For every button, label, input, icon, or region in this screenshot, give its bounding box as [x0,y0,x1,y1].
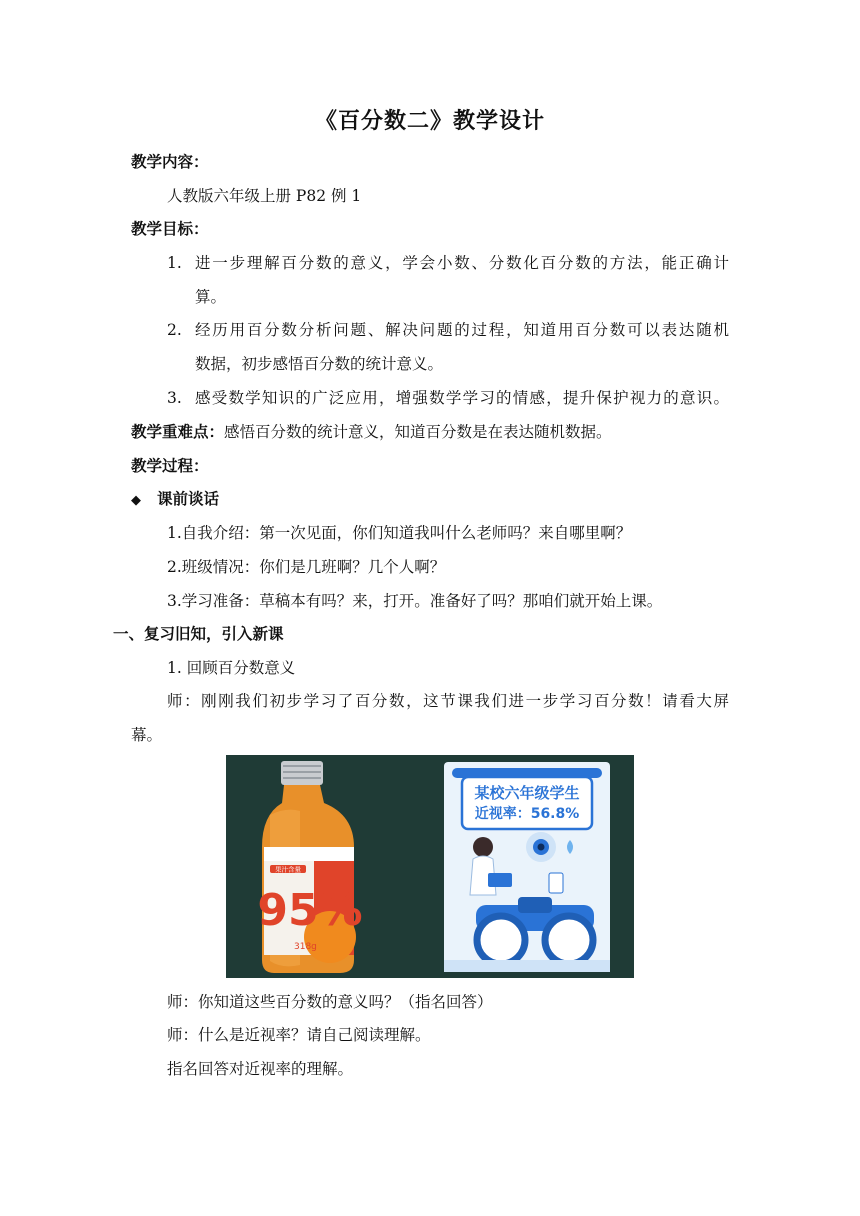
goal-2-number: 2. [167,321,182,339]
review-label: 1. 回顾百分数意义 [167,659,296,677]
poster-line-2: 近视率：56.8% [474,806,580,822]
talk-item-2: 2.班级情况：你们是几班啊？几个人啊？ [167,558,446,576]
after-line-1: 师：你知道这些百分数的意义吗？（指名回答） [167,993,493,1011]
bottle-label-text: 果汁含量 [275,865,301,874]
talk-item-1: 1.自我介绍：第一次见面，你们知道我叫什么老师吗？来自哪里啊？ [167,524,632,542]
content-text: 人教版六年级上册 P82 例 1 [167,187,362,205]
talk-label: 课前谈话 [157,490,220,508]
goal-1-number: 1. [167,254,182,272]
content-label: 教学内容： [131,153,209,171]
talk-heading [131,488,219,512]
figure-illustration [226,755,634,978]
goal-3-line1: 感受数学知识的广泛应用，增强数学学习的情感，提升保护视力的意识。 [195,389,729,407]
keypoints-text: 感悟百分数的统计意义，知道百分数是在表达随机数据。 [224,423,612,441]
vision-poster [444,762,610,972]
goal-2-line1: 经历用百分数分析问题、解决问题的过程，知道用百分数可以表达随机 [195,321,729,339]
section-1-heading: 一、复习旧知，引入新课 [113,625,284,643]
process-label: 教学过程： [131,457,209,475]
teacher-line-1: 师：刚刚我们初步学习了百分数，这节课我们进一步学习百分数！请看大屏 [167,692,729,710]
keypoints-label: 教学重难点： [131,423,225,441]
talk-item-3: 3.学习准备：草稿本有吗？来，打开。准备好了吗？那咱们就开始上课。 [167,592,663,610]
goals-label: 教学目标： [131,220,209,238]
document-title: 《百分数二》教学设计 [314,109,545,134]
keypoints [131,421,612,443]
goal-2 [167,319,729,341]
goal-3-number: 3. [167,389,182,407]
goal-1 [167,252,729,274]
bottle-weight-text: 318g [294,942,317,952]
goal-3 [167,387,729,409]
goal-1-line1: 进一步理解百分数的意义，学会小数、分数化百分数的方法，能正确计 [195,254,729,272]
lesson-figure [226,755,634,978]
after-line-3: 指名回答对近视率的理解。 [167,1060,354,1078]
teacher-line-1-end: 幕。 [131,726,163,744]
after-line-2: 师：什么是近视率？请自己阅读理解。 [167,1026,431,1044]
poster-line-1: 某校六年级学生 [474,784,580,802]
goal-2-line2: 数据，初步感悟百分数的统计意义。 [195,355,444,373]
diamond-bullet-icon: ◆ [131,493,141,508]
bottle-percent-text: 95% [257,885,363,936]
goal-1-line2: 算。 [195,288,227,306]
